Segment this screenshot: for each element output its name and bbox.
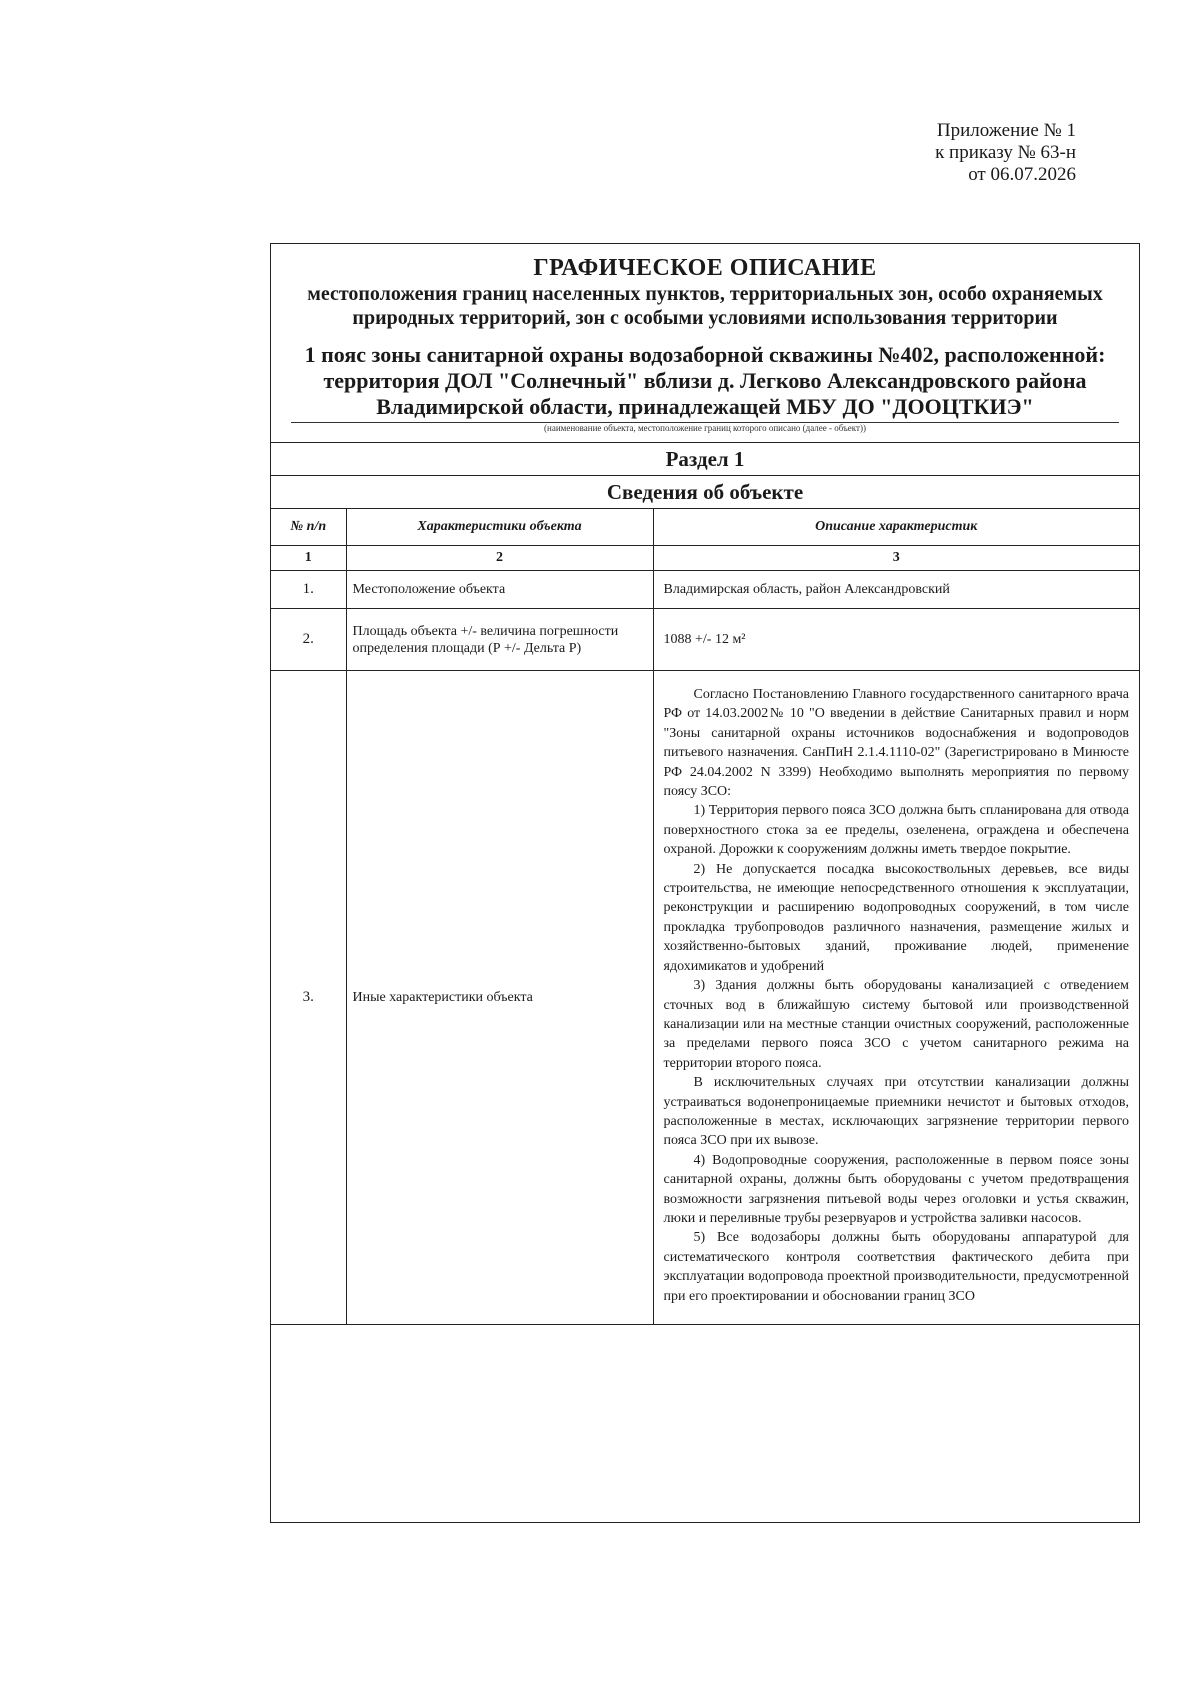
section-subtitle: Сведения об объекте (271, 475, 1139, 508)
paragraph: 2) Не допускается посадка высокоствольных деревьев, все виды строительства, не имеющие непосредственного отношения к эксплуатации, реконструкции и расширению водопроводных сооружений, в том числе прокладка трубопроводов различного назначения, размещение жилых и хозяйственно-бытовых зданий, проживание людей, применение ядохимикатов и удобрений (663, 861, 1129, 974)
table-row (271, 571, 1139, 609)
object-caption: (наименование объекта, местоположение границ которого описано (далее - объект)) (544, 423, 866, 433)
row-description-text (653, 671, 1139, 1325)
order-date: от 06.07.2026 (968, 164, 1076, 185)
row-number: 2. (271, 609, 346, 671)
paragraph: 1) Территория первого пояса ЗСО должна быть спланирована для отвода поверхностного стока за ее пределы, озеленена, ограждена и обеспечена охраной. Дорожки к сооружениям должны иметь твердое покрытие. (663, 803, 1129, 858)
column-number: 3 (653, 546, 1139, 571)
appendix-reference (935, 120, 1076, 186)
header-description: Описание характеристик (653, 509, 1139, 546)
row-characteristic: Местоположение объекта (346, 571, 653, 609)
row-characteristic: Иные характеристики объекта (346, 671, 653, 1325)
appendix-number: Приложение № 1 (936, 120, 1076, 141)
row-description: Владимирская область, район Александровский (653, 571, 1139, 609)
table-row (271, 609, 1139, 671)
column-number: 2 (346, 546, 653, 571)
row-description: 1088 +/- 12 м² (653, 609, 1139, 671)
header-number: № п/п (271, 509, 346, 546)
column-number-row (271, 546, 1139, 571)
section-title: Раздел 1 (271, 442, 1139, 475)
paragraph: В исключительных случаях при отсутствии канализации должны устраиваться водонепроницаемые приемники нечистот и бытовых отходов, расположенные в местах, исключающих загрязнение территории первого пояса ЗСО при их вывозе. (663, 1075, 1129, 1149)
object-info-table (271, 508, 1139, 1325)
object-name: 1 пояс зоны санитарной охраны водозаборной скважины №402, расположенной: территория ДОЛ "Солнечный" вблизи д. Легково Александровского района Владимирской области, принадлежащей МБУ ДО "ДООЦТКИЭ" (304, 342, 1106, 419)
paragraph: 3) Здания должны быть оборудованы канализацией с отведением сточных вод в ближайшую систему бытовой или производственной канализации или на местные станции очистных сооружений, расположенные за пределами первого пояса ЗСО с учетом санитарного режима на территории второго пояса. (663, 978, 1129, 1071)
row-number: 1. (271, 571, 346, 609)
header-characteristic: Характеристики объекта (346, 509, 653, 546)
paragraph: 5) Все водозаборы должны быть оборудованы аппаратурой для систематического контроля соответствия фактического дебита при эксплуатации водопровода проектной производительности, предусмотренной при его проектировании и обосновании границ ЗСО (663, 1230, 1129, 1304)
column-number: 1 (271, 546, 346, 571)
document-title: ГРАФИЧЕСКОЕ ОПИСАНИЕ (533, 255, 877, 281)
title-block (271, 244, 1139, 434)
table-header-row (271, 509, 1139, 546)
row-number: 3. (271, 671, 346, 1325)
paragraph: Согласно Постановлению Главного государственного санитарного врача РФ от 14.03.2002№ 10 "О введении в действие Санитарных правил и норм "Зоны санитарной охраны источников водоснабжения и водопроводов питьевого назначения. СанПиН 2.1.4.1110-02" (Зарегистрировано в Минюсте РФ 24.04.2002 N 3399) Необходимо выполнять мероприятия по первому поясу ЗСО: (663, 687, 1129, 800)
table-row (271, 671, 1139, 1325)
order-number: к приказу № 63-н (935, 142, 1076, 163)
row-characteristic: Площадь объекта +/- величина погрешности определения площади (Р +/- Дельта Р) (346, 609, 653, 671)
document-frame (270, 243, 1140, 1523)
document-subtitle: местоположения границ населенных пунктов, территориальных зон, особо охраняемых природных территорий, зон с особыми условиями использования территории (307, 283, 1103, 329)
paragraph: 4) Водопроводные сооружения, расположенные в первом поясе зоны санитарной охраны, должны быть оборудованы с учетом предотвращения возможности загрязнения питьевой воды через оголовки и устья скважин, люки и переливные трубы резервуаров и устройства заливки насосов. (663, 1152, 1129, 1226)
